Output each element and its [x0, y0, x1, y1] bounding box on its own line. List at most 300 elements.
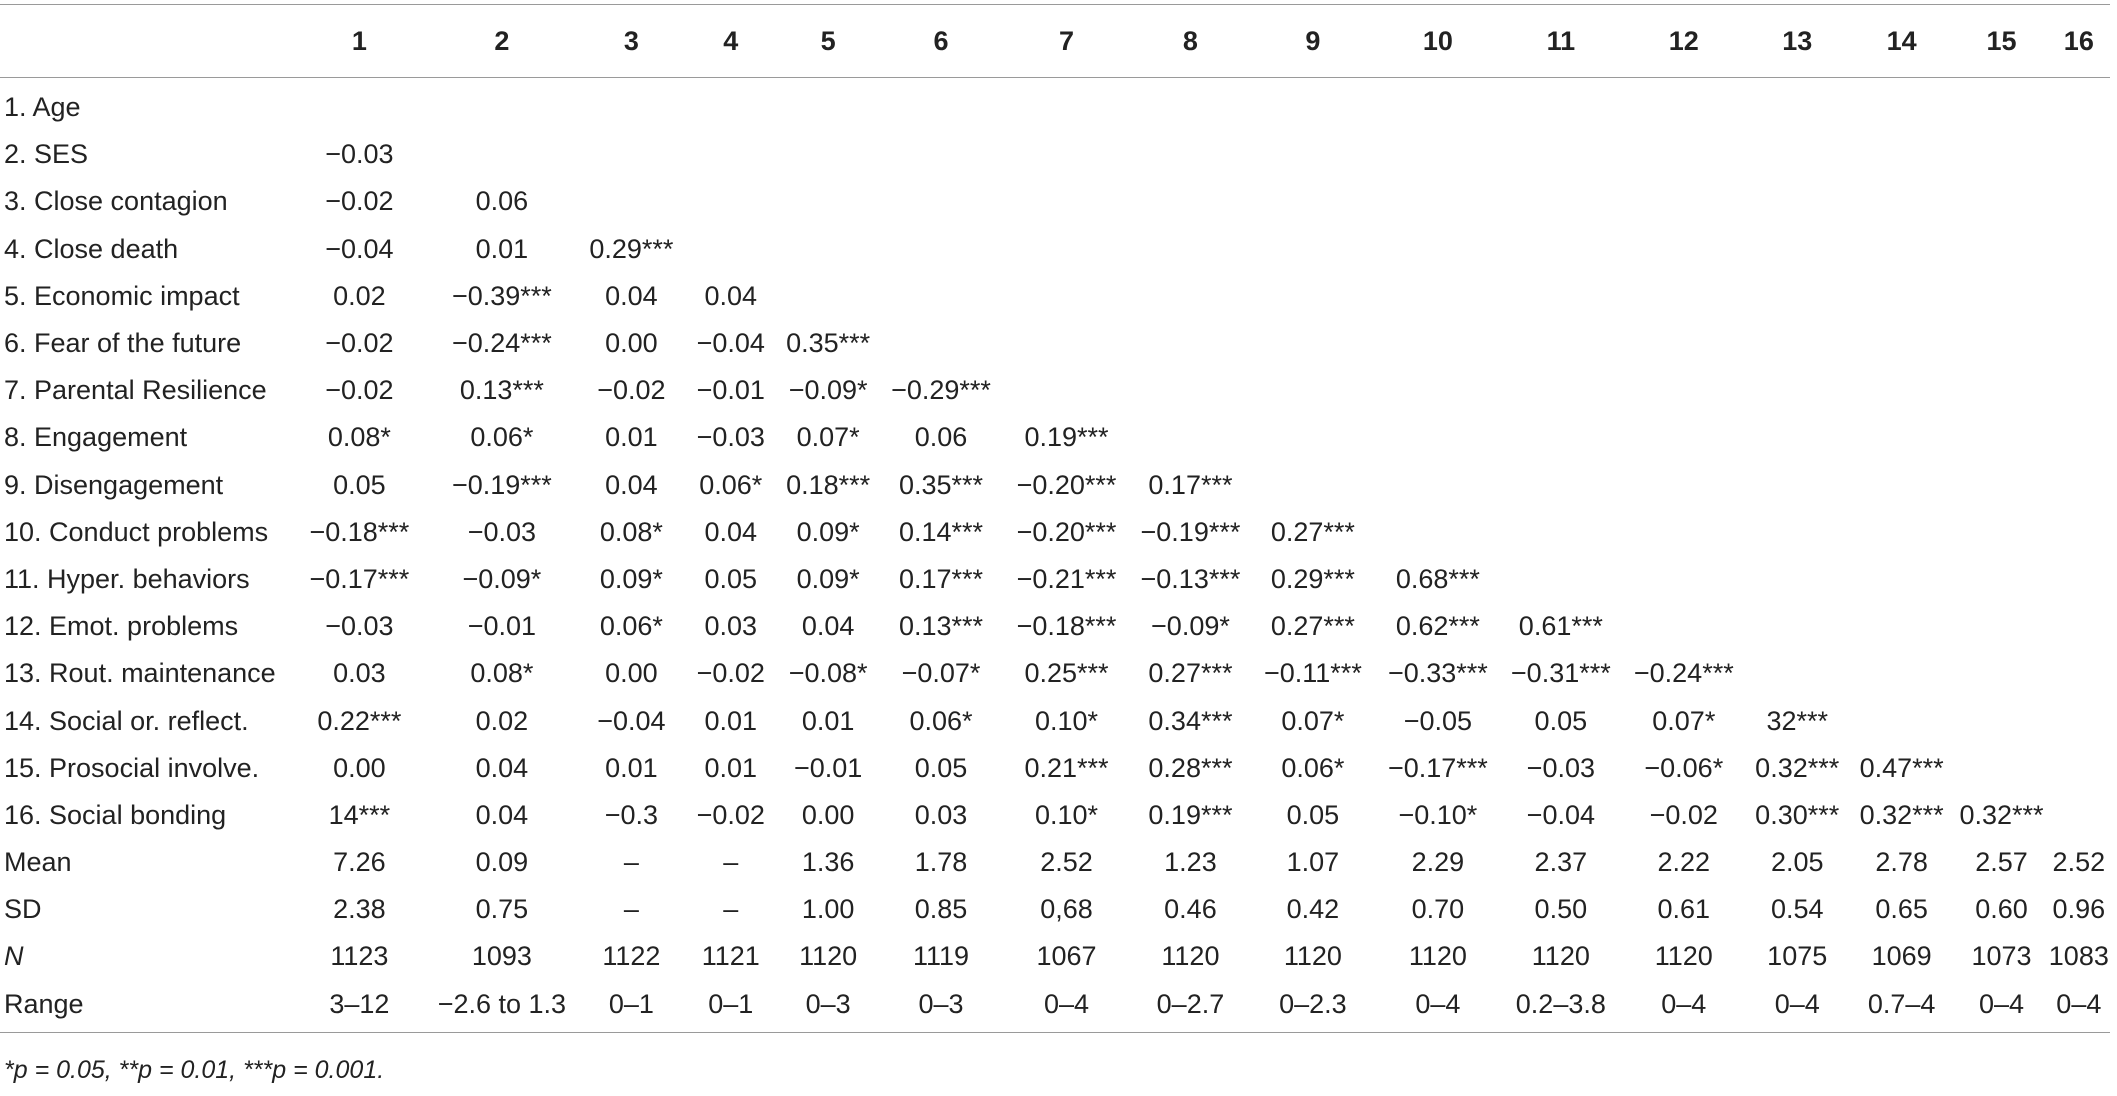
- table-cell: [777, 78, 879, 132]
- table-cell: −0.33***: [1387, 658, 1488, 689]
- table-cell: −0.04: [696, 328, 765, 359]
- table-cell: [1747, 131, 1848, 178]
- table-cell: 0.07*: [1281, 705, 1345, 736]
- table-cell: 0.01: [704, 705, 758, 736]
- table-cell: 0.61: [1657, 894, 1711, 925]
- table-cell: [1003, 273, 1130, 320]
- table-cell: [578, 78, 684, 132]
- header-cell-6: 6: [933, 25, 949, 56]
- table-cell: [2048, 745, 2110, 792]
- table-cell: [1848, 414, 1955, 461]
- table-cell: [1130, 78, 1250, 132]
- table-cell: 0.22***: [317, 705, 402, 736]
- table-cell: 0.30***: [1755, 799, 1840, 830]
- table-cell: 0.46: [1164, 894, 1217, 925]
- table-cell: 0.27***: [1148, 658, 1233, 689]
- table-cell: 0–3: [805, 988, 851, 1019]
- table-cell: [685, 178, 777, 225]
- table-cell: 1121: [701, 941, 760, 972]
- table-cell: 2.57: [1975, 847, 2028, 878]
- table-cell: −0.03: [696, 422, 765, 453]
- row-label: 5. Economic impact: [4, 280, 240, 311]
- table-cell: 0.00: [333, 752, 386, 783]
- header-cell-10: 10: [1422, 25, 1453, 56]
- table-cell: [1955, 273, 2047, 320]
- table-cell: −0.17***: [1387, 752, 1488, 783]
- table-cell: [1501, 273, 1621, 320]
- table-cell: 1.23: [1164, 847, 1217, 878]
- table-row: [0, 320, 2110, 367]
- table-cell: −0.04: [325, 233, 394, 264]
- table-cell: [1251, 131, 1375, 178]
- table-cell: 0.06*: [599, 611, 663, 642]
- table-cell: 1.00: [801, 894, 855, 925]
- table-cell: 0.02: [333, 280, 386, 311]
- table-cell: 0.06*: [470, 422, 534, 453]
- table-cell: 1119: [912, 941, 970, 972]
- table-cell: 0.17***: [898, 563, 984, 594]
- table-cell: 1.07: [1286, 847, 1340, 878]
- table-cell: 0.54: [1770, 894, 1824, 925]
- table-cell: [1747, 226, 1848, 273]
- row-label: N: [4, 941, 24, 972]
- table-cell: 32***: [1766, 705, 1828, 736]
- table-cell: [1621, 414, 1746, 461]
- row-label: 4. Close death: [4, 233, 179, 264]
- header-cell-3: 3: [623, 25, 639, 56]
- table-cell: [685, 131, 777, 178]
- table-cell: [1955, 697, 2047, 744]
- row-label: 12. Emot. problems: [4, 611, 239, 642]
- table-cell: 0.25***: [1024, 658, 1109, 689]
- table-row: [0, 839, 2110, 886]
- table-cell: [1003, 226, 1130, 273]
- table-cell: [1621, 78, 1746, 132]
- table-cell: 0.04: [605, 469, 658, 500]
- table-cell: 0.50: [1534, 894, 1588, 925]
- table-cell: 0–3: [918, 988, 964, 1019]
- header-cell-15: 15: [1986, 25, 2017, 56]
- table-row: [0, 178, 2110, 225]
- table-cell: [1501, 131, 1621, 178]
- table-cell: −0.20***: [1016, 469, 1117, 500]
- table-cell: 0–4: [1661, 988, 1707, 1019]
- table-cell: −0.02: [325, 186, 394, 217]
- table-cell: [1955, 509, 2047, 556]
- table-cell: −0.06*: [1644, 752, 1724, 783]
- table-cell: [1955, 320, 2047, 367]
- table-cell: 0.13***: [459, 375, 544, 406]
- table-cell: 1093: [471, 941, 532, 972]
- table-cell: [1848, 509, 1955, 556]
- table-cell: [1848, 697, 1955, 744]
- table-cell: −0.02: [696, 658, 765, 689]
- table-cell: [578, 178, 684, 225]
- table-cell: 0.07*: [1652, 705, 1716, 736]
- table-cell: 0.61***: [1518, 611, 1603, 642]
- table-cell: 0.62***: [1395, 611, 1480, 642]
- table-cell: [1501, 78, 1621, 132]
- table-cell: [1955, 462, 2047, 509]
- table-cell: [1130, 226, 1250, 273]
- header-cell-4: 4: [723, 25, 739, 56]
- table-cell: [1955, 745, 2047, 792]
- table-cell: 0.19***: [1024, 422, 1109, 453]
- table-row: [0, 981, 2110, 1033]
- header-cell-8: 8: [1182, 25, 1198, 56]
- row-label: 13. Rout. maintenance: [4, 658, 276, 689]
- table-cell: −0.19***: [451, 469, 552, 500]
- table-cell: −0.10*: [1398, 799, 1478, 830]
- table-cell: [1621, 320, 1746, 367]
- row-label: 9. Disengagement: [4, 469, 224, 500]
- table-cell: 0–1: [608, 988, 654, 1019]
- table-cell: [1955, 367, 2047, 414]
- table-cell: 1120: [799, 941, 858, 972]
- table-cell: [1955, 603, 2047, 650]
- row-label: 1. Age: [4, 92, 81, 123]
- table-cell: 14***: [328, 799, 391, 830]
- table-cell: −0.03: [325, 611, 394, 642]
- table-cell: 0.01: [605, 752, 658, 783]
- table-cell: [578, 131, 684, 178]
- table-row: [0, 78, 2110, 132]
- table-cell: 0.02: [475, 705, 529, 736]
- table-cell: 0.85: [914, 894, 968, 925]
- table-cell: [1003, 78, 1130, 132]
- table-cell: 0.70: [1411, 894, 1465, 925]
- table-cell: [1848, 78, 1955, 132]
- table-cell: 1120: [1161, 941, 1220, 972]
- table-cell: [1251, 226, 1375, 273]
- table-cell: [1955, 131, 2047, 178]
- table-cell: [1621, 131, 1746, 178]
- table-cell: 0–4: [1774, 988, 1820, 1019]
- table-cell: −0.39***: [451, 280, 552, 311]
- table-cell: −0.09*: [1151, 611, 1230, 642]
- table-cell: [2048, 131, 2110, 178]
- table-cell: 0.04: [704, 280, 758, 311]
- table-cell: [1747, 509, 1848, 556]
- table-cell: [1747, 178, 1848, 225]
- table-cell: [1251, 367, 1375, 414]
- table-cell: 0.04: [475, 752, 529, 783]
- row-label: 15. Prosocial involve.: [4, 752, 260, 783]
- table-cell: [1747, 650, 1848, 697]
- table-cell: −0.02: [696, 799, 765, 830]
- table-cell: 0.08*: [599, 516, 663, 547]
- table-cell: 1067: [1036, 941, 1097, 972]
- table-cell: –: [623, 894, 639, 925]
- table-cell: [1621, 509, 1746, 556]
- table-cell: [1375, 320, 1500, 367]
- table-cell: 1.36: [801, 847, 855, 878]
- table-cell: [2048, 320, 2110, 367]
- header-row: [0, 5, 2110, 78]
- table-cell: 2.37: [1534, 847, 1588, 878]
- table-cell: [426, 78, 579, 132]
- table-cell: [1621, 178, 1746, 225]
- table-cell: [1501, 178, 1621, 225]
- table-cell: [1375, 414, 1500, 461]
- table-cell: [1003, 131, 1130, 178]
- header-cell-7: 7: [1058, 25, 1074, 56]
- table-cell: [777, 178, 879, 225]
- table-cell: 0.29***: [1270, 563, 1355, 594]
- table-cell: 0.05: [704, 563, 758, 594]
- table-cell: 0.00: [605, 658, 658, 689]
- table-cell: 0–2.7: [1156, 988, 1225, 1019]
- table-cell: 0.05: [333, 469, 386, 500]
- table-cell: 0.35***: [898, 469, 984, 500]
- table-cell: −0.20***: [1016, 516, 1117, 547]
- table-cell: 0.03: [914, 799, 968, 830]
- table-cell: 0.05: [1534, 705, 1588, 736]
- table-cell: [1955, 226, 2047, 273]
- table-cell: [1003, 367, 1130, 414]
- table-cell: 1083: [2048, 941, 2109, 972]
- table-cell: 2.05: [1770, 847, 1824, 878]
- row-label: 8. Engagement: [4, 422, 188, 453]
- table-cell: [1003, 320, 1130, 367]
- table-cell: –: [723, 847, 739, 878]
- table-cell: [1747, 462, 1848, 509]
- table-cell: 2.22: [1657, 847, 1711, 878]
- table-cell: 0.29***: [589, 233, 674, 264]
- table-cell: [1501, 556, 1621, 603]
- table-row: [0, 131, 2110, 178]
- table-cell: 0.03: [704, 611, 758, 642]
- table-cell: 0.04: [605, 280, 658, 311]
- table-cell: [777, 131, 879, 178]
- table-cell: [685, 78, 777, 132]
- table-cell: [1848, 367, 1955, 414]
- table-row: [0, 792, 2110, 839]
- table-cell: 0.00: [605, 328, 658, 359]
- table-cell: −0.13***: [1140, 563, 1241, 594]
- table-row: [0, 414, 2110, 461]
- header-cell-13: 13: [1782, 25, 1813, 56]
- table-cell: [1375, 131, 1500, 178]
- header-cell-12: 12: [1668, 25, 1699, 56]
- table-cell: [1747, 367, 1848, 414]
- table-body: [0, 78, 2110, 1033]
- table-cell: [1375, 178, 1500, 225]
- table-cell: [1747, 320, 1848, 367]
- table-cell: 0.2–3.8: [1515, 988, 1606, 1019]
- table-cell: [1130, 414, 1250, 461]
- header-cell-14: 14: [1886, 25, 1917, 56]
- table-cell: [1747, 603, 1848, 650]
- table-cell: [777, 226, 879, 273]
- table-cell: 0.27***: [1270, 516, 1355, 547]
- table-cell: 0.04: [704, 516, 758, 547]
- table-cell: [2048, 367, 2110, 414]
- table-cell: [2048, 78, 2110, 132]
- table-cell: [1501, 414, 1621, 461]
- table-cell: 0.06*: [1281, 752, 1345, 783]
- table-cell: [1501, 509, 1621, 556]
- table-row: [0, 745, 2110, 792]
- table-cell: [1130, 273, 1250, 320]
- table-cell: −0.01: [696, 375, 765, 406]
- table-cell: 0.06: [914, 422, 968, 453]
- table-cell: [1003, 178, 1130, 225]
- table-cell: 0.05: [1286, 799, 1340, 830]
- table-cell: 0.06: [475, 186, 529, 217]
- table-cell: 2.29: [1411, 847, 1465, 878]
- table-row: [0, 886, 2110, 933]
- table-cell: [777, 273, 879, 320]
- table-cell: −0.01: [467, 611, 537, 642]
- table-cell: −0.02: [325, 375, 394, 406]
- header-cell-5: 5: [820, 25, 836, 56]
- table-cell: −0.08*: [788, 658, 868, 689]
- table-cell: 0.27***: [1270, 611, 1355, 642]
- table-cell: [1955, 178, 2047, 225]
- table-cell: −0.04: [1526, 799, 1595, 830]
- row-label: 11. Hyper. behaviors: [4, 563, 250, 594]
- table-cell: 1122: [602, 941, 661, 972]
- table-cell: [1621, 556, 1746, 603]
- table-cell: [1747, 273, 1848, 320]
- table-cell: −0.24***: [451, 328, 552, 359]
- table-cell: [2048, 462, 2110, 509]
- table-cell: 0.06*: [699, 469, 763, 500]
- table-cell: 0.08*: [470, 658, 534, 689]
- table-row: [0, 273, 2110, 320]
- table-cell: 0.60: [1975, 894, 2028, 925]
- table-cell: [2048, 414, 2110, 461]
- table-cell: 0.09*: [796, 563, 860, 594]
- table-cell: −0.29***: [891, 375, 991, 406]
- table-cell: −0.01: [793, 752, 863, 783]
- table-cell: [426, 131, 579, 178]
- table-cell: 0.32***: [1859, 799, 1944, 830]
- header-cell-2: 2: [494, 25, 510, 56]
- table-row: [0, 367, 2110, 414]
- table-cell: −0.11***: [1263, 658, 1362, 689]
- row-label: SD: [4, 894, 42, 925]
- table-cell: 0.13***: [898, 611, 984, 642]
- table-cell: 0.75: [475, 894, 529, 925]
- table-cell: [879, 273, 1002, 320]
- header-cell-1: 1: [351, 25, 367, 56]
- header-cell-11: 11: [1546, 25, 1576, 56]
- table-cell: [1848, 178, 1955, 225]
- table-cell: [1251, 414, 1375, 461]
- table-cell: [1501, 367, 1621, 414]
- table-cell: [2048, 792, 2110, 839]
- table-cell: 0.28***: [1148, 752, 1233, 783]
- table-cell: [1955, 78, 2047, 132]
- table-cell: 2.38: [333, 894, 386, 925]
- table-cell: 1073: [1971, 941, 2032, 972]
- table-cell: [1621, 273, 1746, 320]
- table-cell: [1501, 462, 1621, 509]
- table-row: [0, 462, 2110, 509]
- table-cell: 0.07*: [796, 422, 860, 453]
- table-cell: 0.19***: [1148, 799, 1233, 830]
- table-cell: 0.21***: [1024, 752, 1109, 783]
- table-cell: 0.10*: [1034, 799, 1099, 830]
- table-cell: 0.09*: [796, 516, 860, 547]
- table-cell: [1501, 320, 1621, 367]
- table-cell: 0.14***: [898, 516, 984, 547]
- row-label: 3. Close contagion: [4, 186, 228, 217]
- table-cell: [2048, 509, 2110, 556]
- table-cell: [879, 178, 1002, 225]
- row-label: 14. Social or. reflect.: [4, 705, 249, 736]
- table-cell: 0.08*: [327, 422, 391, 453]
- table-cell: [879, 131, 1002, 178]
- row-label: 2. SES: [4, 139, 89, 170]
- table-cell: [1130, 178, 1250, 225]
- table-cell: [1251, 320, 1375, 367]
- table-cell: [1747, 414, 1848, 461]
- table-cell: [293, 78, 426, 132]
- table-cell: 0–4: [2056, 988, 2102, 1019]
- table-cell: [2048, 650, 2110, 697]
- table-cell: [1955, 650, 2047, 697]
- table-cell: −0.18***: [1016, 611, 1117, 642]
- table-cell: −0.18***: [309, 516, 410, 547]
- table-cell: [685, 226, 777, 273]
- header-cell-label: [0, 5, 293, 78]
- table-cell: −0.03: [325, 139, 394, 170]
- table-cell: 0.03: [333, 658, 386, 689]
- table-cell: [1848, 462, 1955, 509]
- table-footnote: *p = 0.05, **p = 0.01, ***p = 0.001.: [4, 1056, 385, 1084]
- table-cell: [1375, 226, 1500, 273]
- table-cell: [1621, 367, 1746, 414]
- table-cell: [1848, 556, 1955, 603]
- table-cell: −0.24***: [1633, 658, 1734, 689]
- table-cell: 0.05: [914, 752, 968, 783]
- row-label: 10. Conduct problems: [4, 516, 269, 547]
- table-cell: −0.09*: [462, 563, 542, 594]
- row-label: 6. Fear of the future: [4, 328, 242, 359]
- table-cell: [1375, 462, 1500, 509]
- table-cell: 0.01: [801, 705, 855, 736]
- table-cell: 0.01: [605, 422, 658, 453]
- table-row: [0, 697, 2110, 744]
- table-cell: −0.09*: [788, 375, 868, 406]
- table-cell: 0–1: [708, 988, 754, 1019]
- correlation-table: [0, 4, 2110, 1033]
- table-cell: [1251, 178, 1375, 225]
- table-cell: 0.01: [475, 233, 529, 264]
- table-cell: [2048, 603, 2110, 650]
- table-cell: [1747, 556, 1848, 603]
- row-label: Range: [4, 988, 84, 1019]
- table-cell: –: [723, 894, 739, 925]
- table-cell: −0.31***: [1510, 658, 1611, 689]
- table-cell: 0.04: [801, 611, 855, 642]
- table-cell: [1501, 226, 1621, 273]
- table-cell: 2.78: [1875, 847, 1928, 878]
- table-cell: 1120: [1283, 941, 1342, 972]
- table-cell: −0.02: [1649, 799, 1718, 830]
- table-row: [0, 603, 2110, 650]
- table-cell: [1375, 273, 1500, 320]
- table-row: [0, 226, 2110, 273]
- table-cell: −2.6 to 1.3: [437, 988, 567, 1019]
- table-cell: 0–2.3: [1279, 988, 1347, 1019]
- table-cell: [879, 78, 1002, 132]
- table-cell: 3–12: [329, 988, 390, 1019]
- table-cell: 2.52: [2052, 847, 2106, 878]
